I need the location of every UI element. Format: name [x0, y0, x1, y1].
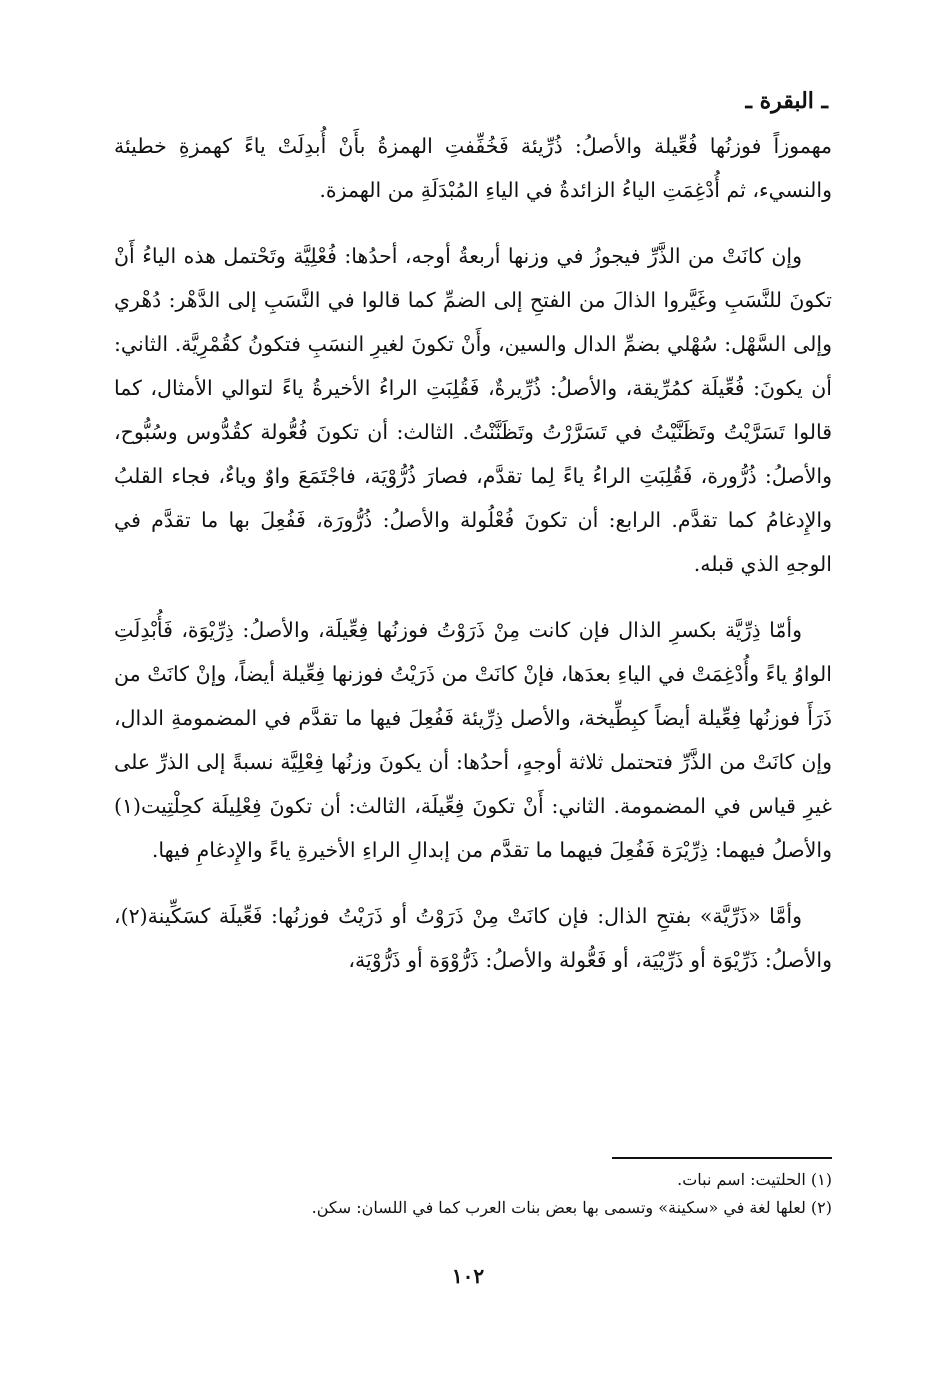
footnote: (١) الحلتيت: اسم نبات.	[677, 1170, 832, 1189]
running-header: ـ البقرة ـ	[745, 88, 828, 114]
paragraph: مهموزاً فوزنُها فُعِّيلة والأصلُ: ذُرِّيئة فَخُفِّفتِ الهمزةُ بأَنْ أُبدِلَتْ ياءً كهمزةِ خطيئة والنسيء، ثم أُدْغِمَتِ الياءُ الزائدةُ في الياءِ المُبْدَلَةِ من الهمزة.	[114, 134, 832, 202]
paragraph: وإن كانَتْ من الذَّرِّ فيجوزُ في وزنها أربعةُ أوجه، أحدُها: فُعْلِيَّة وتَحْتمل هذه الياءُ أَنْ تكونَ للنَّسَبِ وغَيَّروا الذالَ من الفتحِ إلى الضمِّ كما قالوا في النَّسَبِ إلى الدَّهْر: دُهْري وإلى السَّهْل: سُهْلي بضمِّ الدال والسين، وأَنْ تكونَ لغيرِ النسَبِ فتكونُ كقُمْرِيَّة. الثاني: أن يكونَ: فُعِّيلَة كمُرِّيقة، والأصلُ: ذُرِّيرةٌ، فَقُلِبَتِ الراءُ الأخيرةُ ياءً لتوالي الأمثال، كما قالوا تَسَرَّيْتُ وتَظَنَّيْتُ في تَسَرَّرْتُ وتَظَنَّنْتُ. الثالث: أن تكونَ فُعُّولة كقُدُّوس وسُبُّوح، والأصلُ: ذُرُّورة، فَقُلِبَتِ الراءُ ياءً لِما تقدَّم، فصارَ ذُرُّوْيَة، فاجْتَمَعَ واوٌ وياءٌ، فجاء القلبُ والإِدغامُ كما تقدَّم. الرابع: أن تكونَ فُعْلُولة والأصلُ: ذُرُّورَة، فَفُعِلَ بها ما تقدَّم في الوجهِ الذي قبله.	[114, 244, 832, 576]
paragraph: وأمَّا «ذَرِّيَّة» بفتحِ الذال: فإن كانَتْ مِنْ ذَرَوْتُ أو ذَرَيْتُ فوزنُها: فَعِّيلَة كسَكِّينة(٢)، والأصلُ: ذَرِّيْوَة أو ذَرِّيْيَة، أو فَعُّولة والأصلُ: ذَرُّوْوَة أو ذَرُّوْيَة،	[114, 904, 832, 972]
page-number: ١٠٢	[451, 1264, 485, 1288]
footnotes	[114, 1166, 832, 1222]
paragraph: وأمّا ذِرِّيَّة بكسرِ الذال فإن كانت مِنْ ذَرَوْتُ فوزنُها فِعِّيلَة، والأصلُ: ذِرِّيْوَة، فَأُبْدِلَتِ الواوُ ياءً وأُدْغِمَتْ في الياءِ بعدَها، فإنْ كانَتْ من ذَرَيْتُ فوزنها فِعِّيلة أيضاً، وإنْ كانَتْ من ذَرَأَ فوزنُها فِعِّيلة أيضاً كبِطِّيخة، والأصل ذِرِّيئة فَفُعِلَ فيها ما تقدَّم في المضمومةِ الدال، وإن كانَتْ من الذَّرِّ فتحتمل ثلاثة أوجهٍ، أحدُها: أن يكونَ وزنُها فِعْلِيَّة نسبةً إلى الذرِّ على غيرِ قياس في المضمومة. الثاني: أَنْ تكونَ فِعِّيلَة، الثالث: أن تكونَ فِعْلِيلَة كحِلْتِيت(١) والأصلُ فيهما: ذِرِّيْرَة فَفُعِلَ فيهما ما تقدَّم من إبدالِ الراءِ الأخيرةِ ياءً والإِدغامِ فيها.	[114, 618, 832, 862]
footnote-divider	[612, 1157, 832, 1159]
main-text	[114, 124, 832, 1004]
footnote: (٢) لعلها لغة في «سكينة» وتسمى بها بعض بنات العرب كما في اللسان: سكن.	[311, 1198, 832, 1217]
